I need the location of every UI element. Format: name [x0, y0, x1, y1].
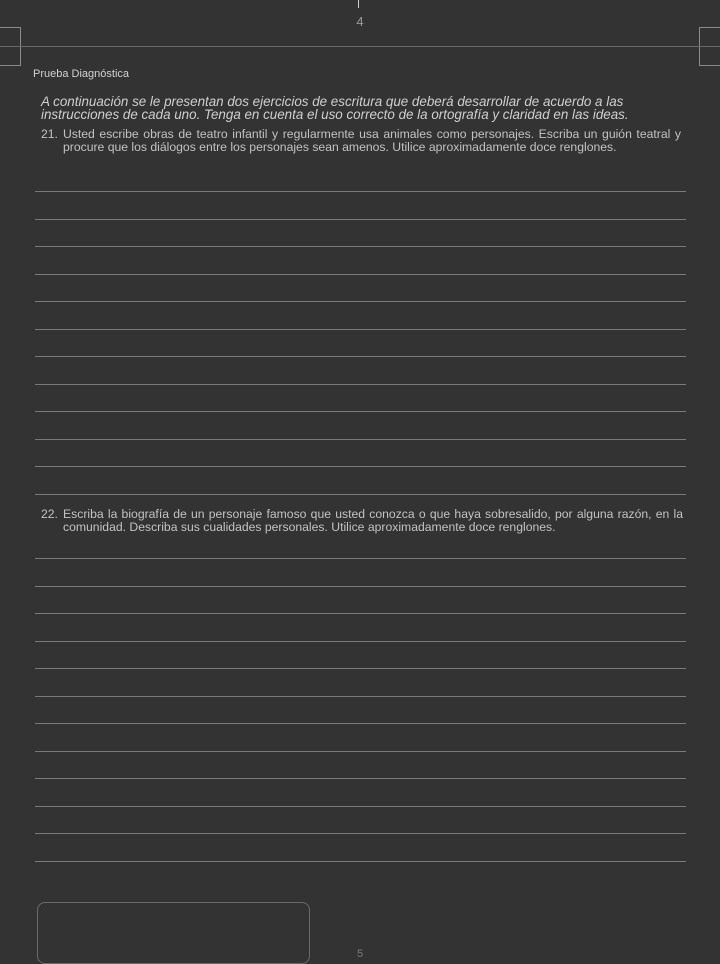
answer-line[interactable]	[35, 494, 686, 495]
answer-line[interactable]	[35, 778, 686, 779]
answer-line[interactable]	[35, 696, 686, 697]
answer-line[interactable]	[35, 723, 686, 724]
answer-line[interactable]	[35, 833, 686, 834]
question-22	[41, 508, 683, 533]
answer-line[interactable]	[35, 301, 686, 302]
page-number: 4	[356, 14, 364, 29]
question-text: Usted escribe obras de teatro infantil y regularmente usa animales como personajes. Escriba un guión teatral y procure que los diálogos entre los personajes sean amenos. Utilice aproximadamente doce renglones.	[63, 127, 681, 154]
question-number: 22.	[41, 507, 58, 521]
answer-line[interactable]	[35, 668, 686, 669]
answer-line[interactable]	[35, 586, 686, 587]
answer-line[interactable]	[35, 274, 686, 275]
answer-line[interactable]	[35, 384, 686, 385]
answer-line[interactable]	[35, 466, 686, 467]
question-number: 21.	[41, 127, 58, 141]
crop-mark-top-right-lower	[699, 47, 720, 66]
answer-line[interactable]	[35, 411, 686, 412]
crop-mark-top-left-lower	[0, 47, 21, 66]
answer-line[interactable]	[35, 246, 686, 247]
header-title: Prueba Diagnóstica	[33, 68, 130, 80]
instructions-text: A continuación se le presentan dos ejercicios de escritura que deberá desarrollar de acuerdo a las instrucciones de cada uno. Tenga en cuenta el uso correcto de la ortografía y claridad en las ideas.	[41, 94, 629, 122]
answer-line[interactable]	[35, 191, 686, 192]
question-21	[41, 128, 681, 153]
answer-line[interactable]	[35, 641, 686, 642]
answer-line[interactable]	[35, 329, 686, 330]
answer-line[interactable]	[35, 219, 686, 220]
question-text: Escriba la biografía de un personaje famoso que usted conozca o que haya sobresalido, por alguna razón, en la comunidad. Describa sus cualidades personales. Utilice aproximadamente doce renglones.	[63, 507, 683, 534]
answer-line[interactable]	[35, 356, 686, 357]
crop-mark-top-left	[0, 27, 21, 48]
header-rule	[0, 46, 720, 47]
page-top-marker	[358, 0, 359, 8]
answer-line[interactable]	[35, 613, 686, 614]
answer-line[interactable]	[35, 751, 686, 752]
answer-line[interactable]	[35, 861, 686, 862]
answer-line[interactable]	[35, 558, 686, 559]
footer-page-number: 5	[357, 948, 364, 960]
answer-line[interactable]	[35, 439, 686, 440]
crop-mark-top-right	[699, 27, 720, 48]
answer-line[interactable]	[35, 806, 686, 807]
